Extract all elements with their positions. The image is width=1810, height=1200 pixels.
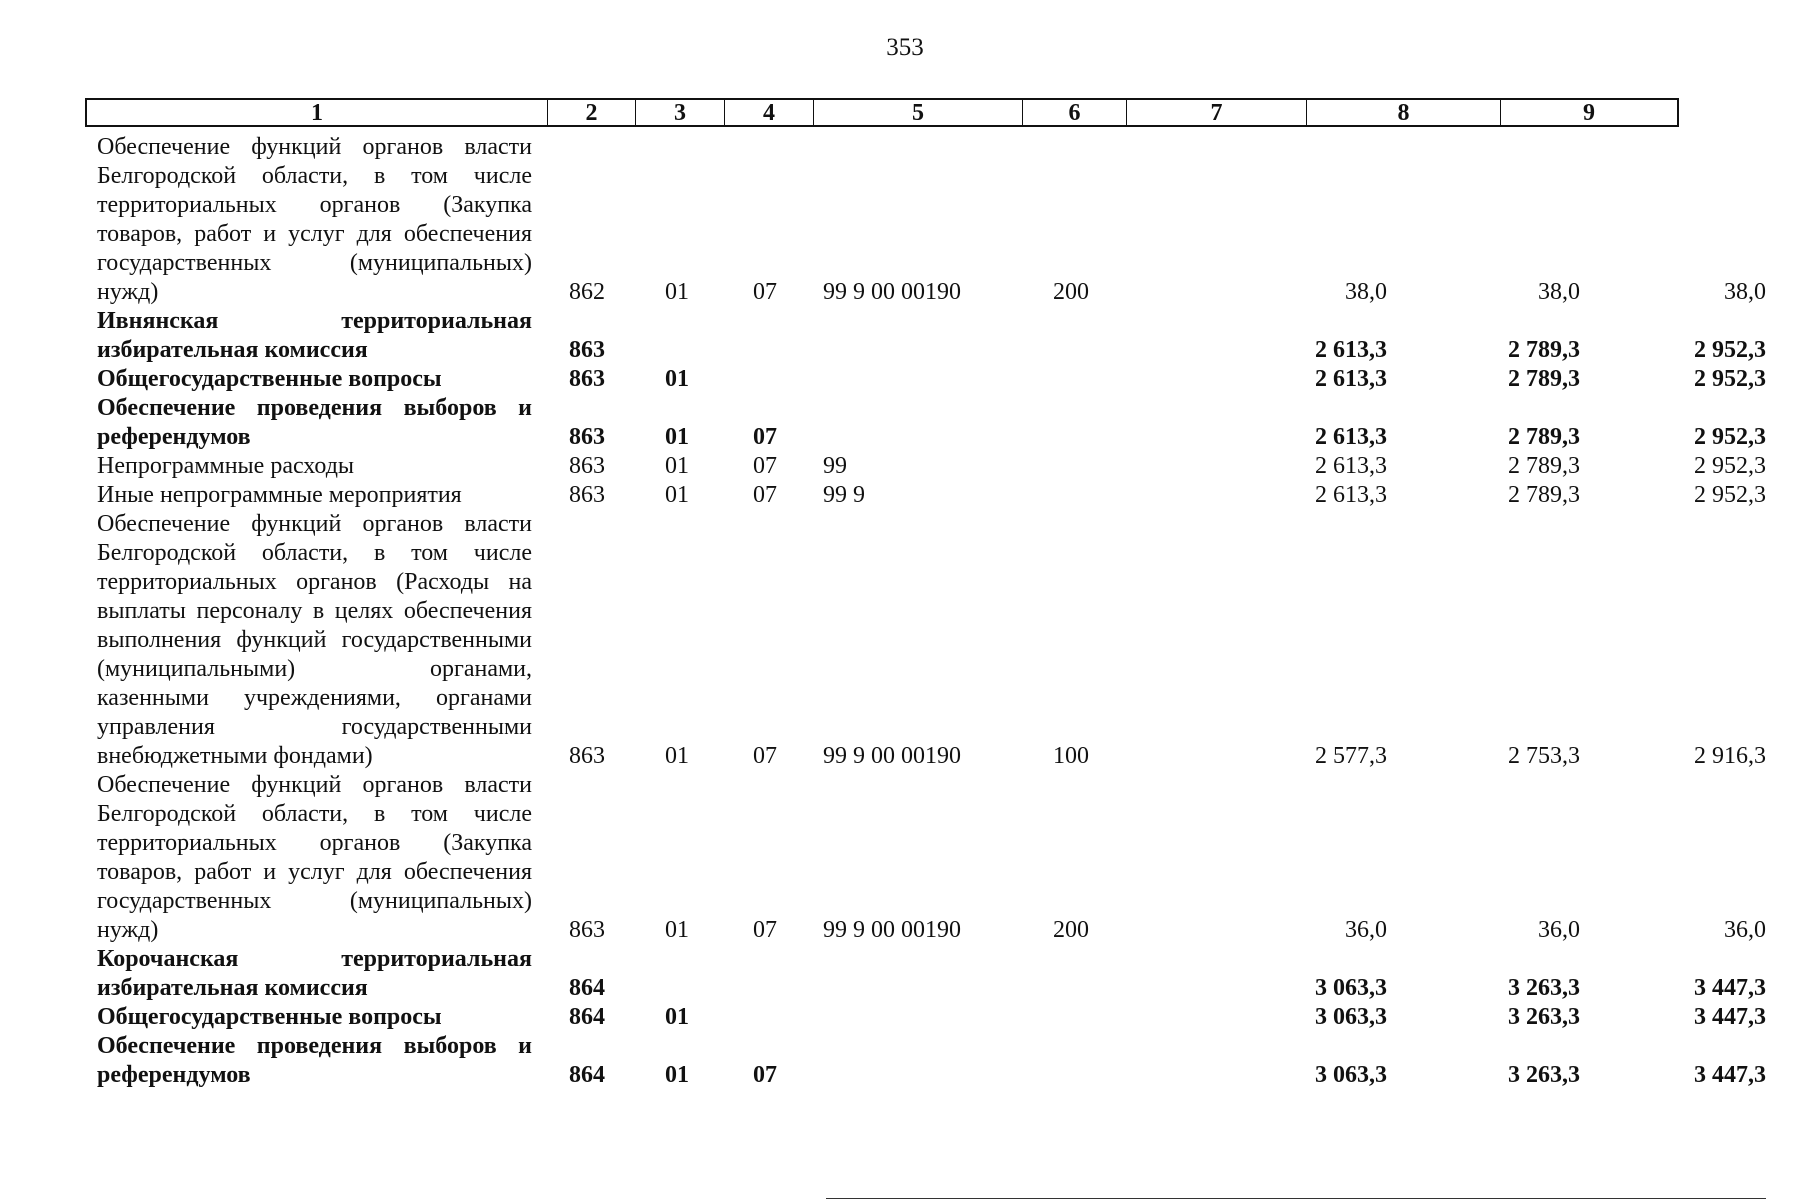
cell-col-7: 3 063,3 bbox=[1315, 1004, 1387, 1030]
cell-col-2: 863 bbox=[569, 424, 605, 450]
description-line: нужд) bbox=[97, 917, 159, 943]
cell-col-8: 38,0 bbox=[1538, 279, 1580, 305]
description-line: казенными учреждениями, органами bbox=[97, 685, 532, 711]
cell-col-2: 863 bbox=[569, 453, 605, 479]
cell-col-8: 2 789,3 bbox=[1508, 424, 1580, 450]
description-line: Ивнянская территориальная bbox=[97, 308, 532, 334]
cell-col-4: 07 bbox=[753, 482, 777, 508]
header-col-7: 7 bbox=[1127, 100, 1307, 125]
cell-col-9: 3 447,3 bbox=[1694, 1004, 1766, 1030]
description-line: товаров, работ и услуг для обеспечения bbox=[97, 221, 532, 247]
table-row bbox=[97, 945, 1766, 1003]
cell-col-2: 863 bbox=[569, 743, 605, 769]
cell-col-8: 36,0 bbox=[1538, 917, 1580, 943]
table-header bbox=[85, 98, 1679, 127]
cell-col-6: 200 bbox=[1053, 279, 1089, 305]
cell-col-4: 07 bbox=[753, 743, 777, 769]
cell-col-3: 01 bbox=[665, 453, 689, 479]
cell-col-5: 99 9 bbox=[823, 482, 865, 508]
cell-col-8: 3 263,3 bbox=[1508, 1004, 1580, 1030]
cell-col-2: 864 bbox=[569, 1062, 605, 1088]
row-description bbox=[97, 771, 532, 945]
table-row bbox=[97, 510, 1766, 771]
cell-col-2: 862 bbox=[569, 279, 605, 305]
cell-col-9: 36,0 bbox=[1724, 917, 1766, 943]
description-line: (муниципальными) органами, bbox=[97, 656, 532, 682]
cell-col-6: 100 bbox=[1053, 743, 1089, 769]
header-col-1: 1 bbox=[87, 100, 548, 125]
row-description bbox=[97, 307, 532, 365]
description-line: Обеспечение функций органов власти bbox=[97, 511, 532, 537]
row-description bbox=[97, 394, 532, 452]
description-line: территориальных органов (Расходы на bbox=[97, 569, 532, 595]
table-row bbox=[97, 394, 1766, 452]
table-row bbox=[97, 1003, 1766, 1032]
row-description bbox=[97, 365, 532, 394]
description-line: Обеспечение функций органов власти bbox=[97, 134, 532, 160]
cell-col-2: 863 bbox=[569, 337, 605, 363]
description-line: Обеспечение функций органов власти bbox=[97, 772, 532, 798]
description-line: управления государственными bbox=[97, 714, 532, 740]
description-line: государственных (муниципальных) bbox=[97, 250, 532, 276]
description-line: избирательная комиссия bbox=[97, 337, 368, 363]
cell-col-9: 2 952,3 bbox=[1694, 366, 1766, 392]
cell-col-7: 2 613,3 bbox=[1315, 337, 1387, 363]
description-line: государственных (муниципальных) bbox=[97, 888, 532, 914]
cell-col-5: 99 9 00 00190 bbox=[823, 743, 961, 769]
cell-col-3: 01 bbox=[665, 1062, 689, 1088]
cell-col-7: 2 613,3 bbox=[1315, 482, 1387, 508]
cell-col-3: 01 bbox=[665, 366, 689, 392]
header-col-2: 2 bbox=[548, 100, 636, 125]
cell-col-2: 863 bbox=[569, 366, 605, 392]
row-description bbox=[97, 481, 532, 510]
table-row bbox=[97, 133, 1766, 307]
cell-col-3: 01 bbox=[665, 482, 689, 508]
cell-col-4: 07 bbox=[753, 453, 777, 479]
description-line: референдумов bbox=[97, 424, 251, 450]
cell-col-7: 3 063,3 bbox=[1315, 1062, 1387, 1088]
description-line: выполнения функций государственными bbox=[97, 627, 532, 653]
header-col-8: 8 bbox=[1307, 100, 1501, 125]
table-row bbox=[97, 481, 1766, 510]
page-number: 353 bbox=[886, 34, 924, 61]
cell-col-9: 2 952,3 bbox=[1694, 453, 1766, 479]
cell-col-7: 36,0 bbox=[1345, 917, 1387, 943]
cell-col-5: 99 9 00 00190 bbox=[823, 279, 961, 305]
description-line: Белгородской области, в том числе bbox=[97, 801, 532, 827]
cell-col-9: 38,0 bbox=[1724, 279, 1766, 305]
footer-rule bbox=[826, 1198, 1766, 1199]
row-description bbox=[97, 945, 532, 1003]
cell-col-9: 2 952,3 bbox=[1694, 337, 1766, 363]
cell-col-5: 99 9 00 00190 bbox=[823, 917, 961, 943]
cell-col-8: 2 789,3 bbox=[1508, 366, 1580, 392]
header-col-3: 3 bbox=[636, 100, 725, 125]
description-line: товаров, работ и услуг для обеспечения bbox=[97, 859, 532, 885]
header-col-5: 5 bbox=[814, 100, 1023, 125]
cell-col-8: 3 263,3 bbox=[1508, 1062, 1580, 1088]
cell-col-9: 2 952,3 bbox=[1694, 424, 1766, 450]
row-description bbox=[97, 1032, 532, 1090]
table-row bbox=[97, 307, 1766, 365]
cell-col-3: 01 bbox=[665, 917, 689, 943]
cell-col-8: 2 789,3 bbox=[1508, 482, 1580, 508]
cell-col-3: 01 bbox=[665, 743, 689, 769]
table-row bbox=[97, 365, 1766, 394]
row-description bbox=[97, 1003, 532, 1032]
cell-col-3: 01 bbox=[665, 279, 689, 305]
header-col-4: 4 bbox=[725, 100, 814, 125]
header-col-9: 9 bbox=[1583, 99, 1595, 126]
cell-col-8: 3 263,3 bbox=[1508, 975, 1580, 1001]
cell-col-9: 2 916,3 bbox=[1694, 743, 1766, 769]
table-body bbox=[97, 133, 1766, 1090]
cell-col-2: 864 bbox=[569, 1004, 605, 1030]
description-line: референдумов bbox=[97, 1062, 251, 1088]
description-line: Белгородской области, в том числе bbox=[97, 540, 532, 566]
cell-col-2: 863 bbox=[569, 917, 605, 943]
description-line: Корочанская территориальная bbox=[97, 946, 532, 972]
cell-col-4: 07 bbox=[753, 424, 777, 450]
cell-col-2: 864 bbox=[569, 975, 605, 1001]
row-description bbox=[97, 452, 532, 481]
cell-col-3: 01 bbox=[665, 424, 689, 450]
header-col-6: 6 bbox=[1023, 100, 1127, 125]
cell-col-8: 2 789,3 bbox=[1508, 337, 1580, 363]
description-line: территориальных органов (Закупка bbox=[97, 192, 532, 218]
cell-col-9: 3 447,3 bbox=[1694, 975, 1766, 1001]
cell-col-4: 07 bbox=[753, 917, 777, 943]
cell-col-9: 2 952,3 bbox=[1694, 482, 1766, 508]
description-line: Белгородской области, в том числе bbox=[97, 163, 532, 189]
table-row bbox=[97, 1032, 1766, 1090]
cell-col-6: 200 bbox=[1053, 917, 1089, 943]
cell-col-9: 3 447,3 bbox=[1694, 1062, 1766, 1088]
cell-col-7: 2 577,3 bbox=[1315, 743, 1387, 769]
cell-col-4: 07 bbox=[753, 1062, 777, 1088]
cell-col-5: 99 bbox=[823, 453, 847, 479]
description-line: избирательная комиссия bbox=[97, 975, 368, 1001]
row-description bbox=[97, 510, 532, 771]
cell-col-2: 863 bbox=[569, 482, 605, 508]
description-line: Общегосударственные вопросы bbox=[97, 366, 442, 392]
description-line: внебюджетными фондами) bbox=[97, 743, 373, 769]
description-line: территориальных органов (Закупка bbox=[97, 830, 532, 856]
cell-col-7: 38,0 bbox=[1345, 279, 1387, 305]
description-line: Непрограммные расходы bbox=[97, 453, 355, 479]
cell-col-7: 2 613,3 bbox=[1315, 453, 1387, 479]
table-row bbox=[97, 452, 1766, 481]
description-line: Обеспечение проведения выборов и bbox=[97, 395, 532, 421]
table-row bbox=[97, 771, 1766, 945]
cell-col-8: 2 753,3 bbox=[1508, 743, 1580, 769]
cell-col-7: 2 613,3 bbox=[1315, 366, 1387, 392]
cell-col-7: 3 063,3 bbox=[1315, 975, 1387, 1001]
cell-col-4: 07 bbox=[753, 279, 777, 305]
description-line: нужд) bbox=[97, 279, 159, 305]
description-line: Иные непрограммные мероприятия bbox=[97, 482, 462, 508]
description-line: Обеспечение проведения выборов и bbox=[97, 1033, 532, 1059]
description-line: Общегосударственные вопросы bbox=[97, 1004, 442, 1030]
cell-col-8: 2 789,3 bbox=[1508, 453, 1580, 479]
cell-col-3: 01 bbox=[665, 1004, 689, 1030]
cell-col-7: 2 613,3 bbox=[1315, 424, 1387, 450]
description-line: выплаты персоналу в целях обеспечения bbox=[97, 598, 532, 624]
row-description bbox=[97, 133, 532, 307]
